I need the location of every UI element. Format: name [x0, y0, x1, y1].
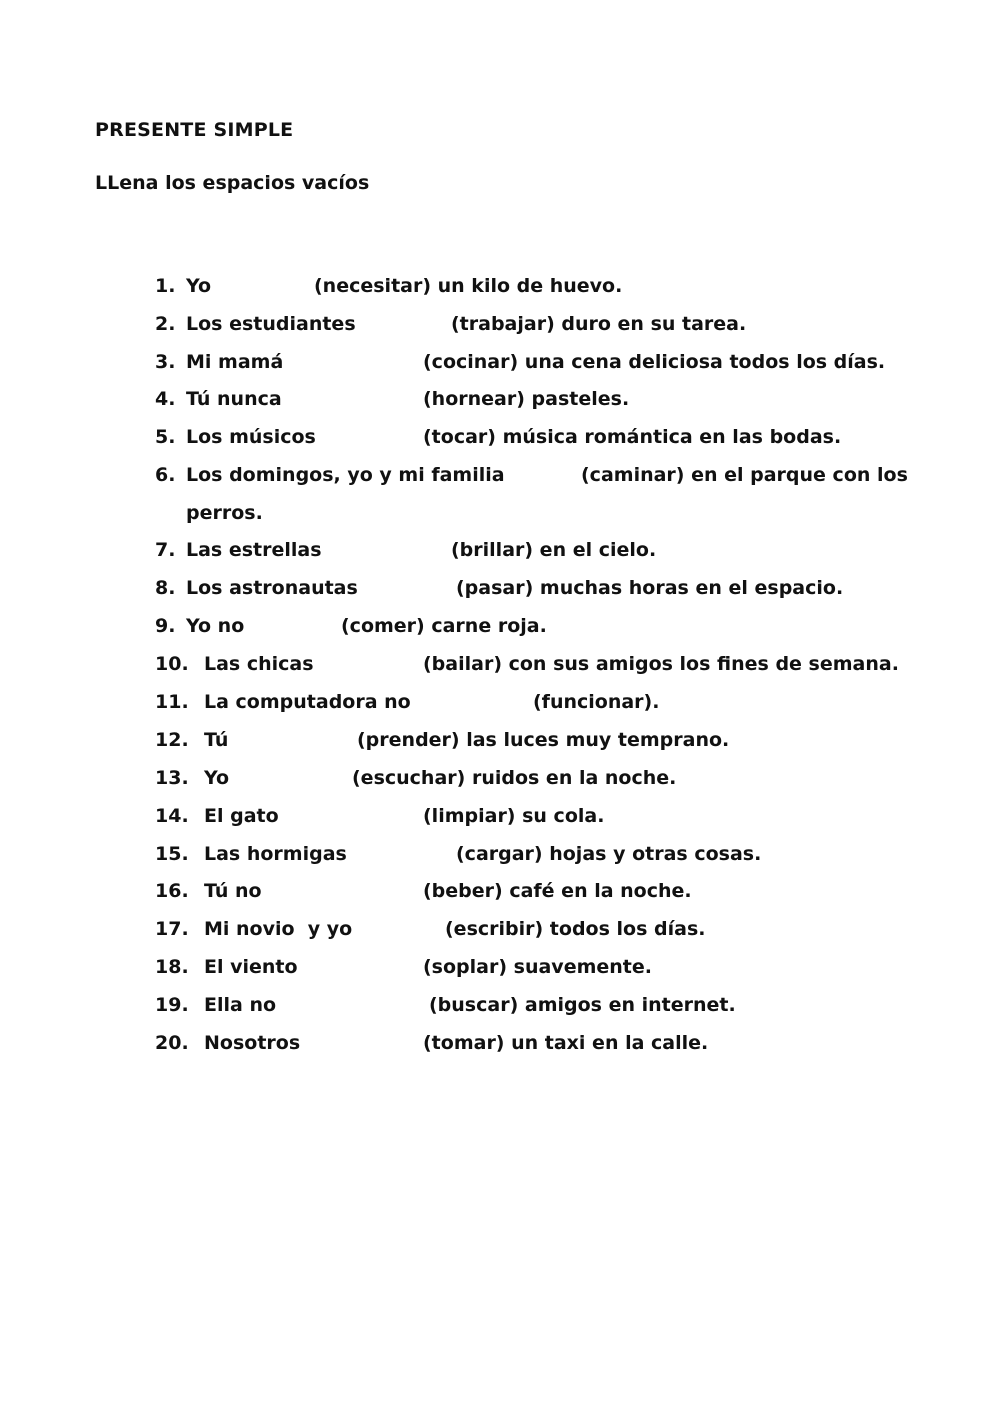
worksheet-instructions: LLena los espacios vacíos	[95, 172, 370, 194]
item-subject: Ella no	[204, 994, 277, 1016]
item-subject: Mi novio y yo	[204, 918, 353, 940]
item-subject: Tú	[204, 729, 229, 751]
item-subject: Yo	[204, 767, 230, 789]
item-subject: Los domingos, yo y mi familia	[186, 464, 505, 486]
item-prompt: (funcionar).	[533, 691, 660, 713]
item-number: 20.	[155, 1032, 189, 1054]
item-subject: Tú no	[204, 880, 262, 902]
item-subject: Tú nunca	[186, 388, 282, 410]
item-number: 9.	[155, 615, 176, 637]
item-subject: Los estudiantes	[186, 313, 356, 335]
item-number: 11.	[155, 691, 189, 713]
item-prompt: (beber) café en la noche.	[423, 880, 692, 902]
item-number: 3.	[155, 351, 176, 373]
item-number: 17.	[155, 918, 189, 940]
item-prompt: (hornear) pasteles.	[423, 388, 630, 410]
item-prompt: (necesitar) un kilo de huevo.	[314, 275, 623, 297]
item-number: 18.	[155, 956, 189, 978]
item-prompt: (tomar) un taxi en la calle.	[423, 1032, 709, 1054]
item-number: 19.	[155, 994, 189, 1016]
item-prompt: (bailar) con sus amigos los fines de semana.	[423, 653, 899, 675]
item-number: 10.	[155, 653, 189, 675]
item-prompt: (limpiar) su cola.	[423, 805, 605, 827]
item-subject: Yo no	[186, 615, 245, 637]
item-prompt: (prender) las luces muy temprano.	[357, 729, 730, 751]
item-number: 12.	[155, 729, 189, 751]
item-subject: El gato	[204, 805, 279, 827]
item-prompt: (brillar) en el cielo.	[451, 539, 657, 561]
item-number: 6.	[155, 464, 176, 486]
item-subject: Las chicas	[204, 653, 314, 675]
item-subject: Los músicos	[186, 426, 316, 448]
item-prompt: (soplar) suavemente.	[423, 956, 652, 978]
item-number: 2.	[155, 313, 176, 335]
item-prompt: (pasar) muchas horas en el espacio.	[456, 577, 844, 599]
item-subject: Los astronautas	[186, 577, 358, 599]
item-continuation: perros.	[186, 502, 263, 524]
item-number: 13.	[155, 767, 189, 789]
item-prompt: (tocar) música romántica en las bodas.	[423, 426, 842, 448]
item-prompt: (escuchar) ruidos en la noche.	[352, 767, 677, 789]
item-number: 16.	[155, 880, 189, 902]
item-number: 14.	[155, 805, 189, 827]
item-prompt: (comer) carne roja.	[341, 615, 547, 637]
item-prompt: (caminar) en el parque con los	[581, 464, 908, 486]
item-subject: La computadora no	[204, 691, 411, 713]
item-prompt: (cargar) hojas y otras cosas.	[456, 843, 762, 865]
item-prompt: (buscar) amigos en internet.	[429, 994, 736, 1016]
item-subject: Nosotros	[204, 1032, 301, 1054]
item-subject: Mi mamá	[186, 351, 284, 373]
item-number: 1.	[155, 275, 176, 297]
item-subject: El viento	[204, 956, 298, 978]
item-prompt: (cocinar) una cena deliciosa todos los días.	[423, 351, 886, 373]
item-number: 15.	[155, 843, 189, 865]
item-prompt: (escribir) todos los días.	[445, 918, 706, 940]
item-prompt: (trabajar) duro en su tarea.	[451, 313, 747, 335]
item-subject: Las estrellas	[186, 539, 322, 561]
item-number: 4.	[155, 388, 176, 410]
item-number: 5.	[155, 426, 176, 448]
item-subject: Las hormigas	[204, 843, 347, 865]
item-number: 8.	[155, 577, 176, 599]
item-number: 7.	[155, 539, 176, 561]
worksheet-title: PRESENTE SIMPLE	[95, 119, 294, 141]
item-subject: Yo	[186, 275, 212, 297]
